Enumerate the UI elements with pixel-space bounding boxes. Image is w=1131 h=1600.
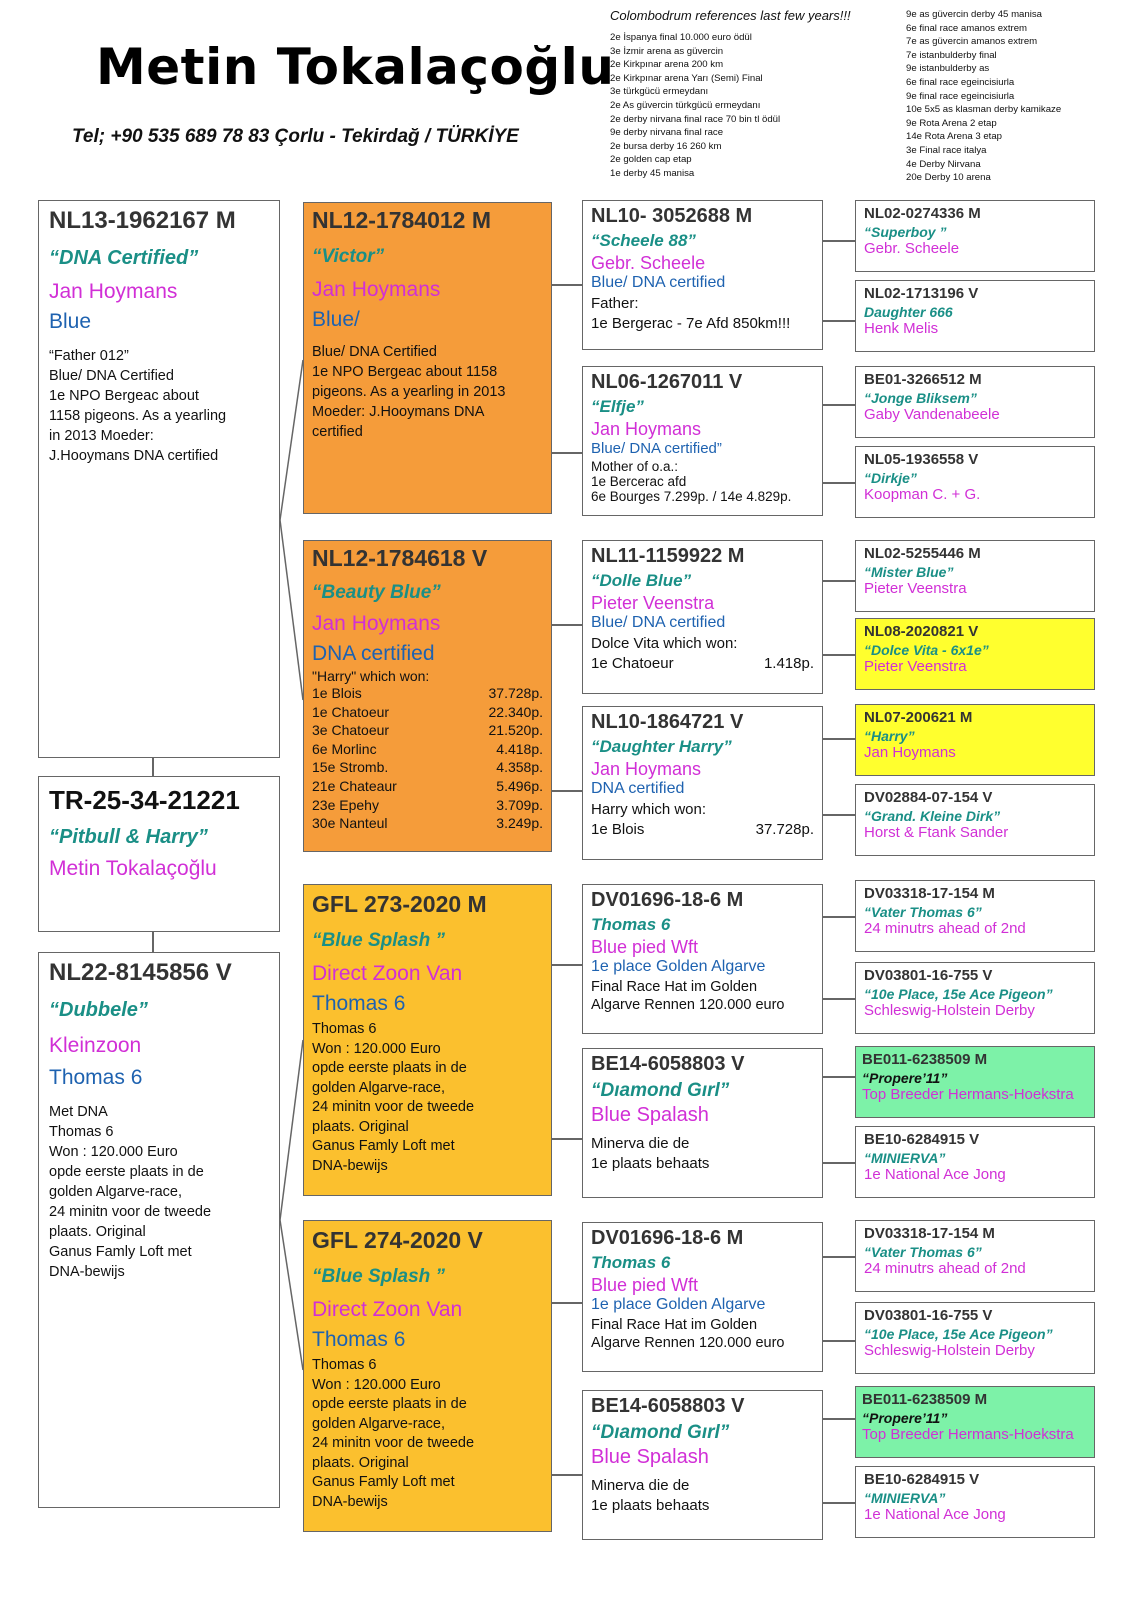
breeder: Koopman C. + G. [864, 486, 981, 503]
breeder: Blue Spalash [591, 1104, 709, 1126]
pigeon-name: “Grand. Kleine Dirk” [864, 808, 1001, 824]
result-row [312, 684, 543, 703]
gen4-card [855, 784, 1095, 856]
result-row [312, 740, 543, 759]
note-line: Minerva die de [591, 1135, 690, 1152]
result-race: 6e Morlinc [312, 740, 377, 757]
reference-item: 2e Kirkpınar arena Yarı (Semi) Final [610, 72, 763, 84]
result-count: 37.728p. [755, 821, 814, 838]
note-line: golden Algarve-race, [312, 1415, 445, 1432]
breeder: Pieter Veenstra [864, 658, 967, 675]
reference-item: 2e As güvercin türkgücü ermeydanı [610, 99, 761, 111]
breeder: Horst & Ftank Sander [864, 824, 1009, 841]
breeder: Jan Hoymans [591, 759, 702, 779]
pigeon-name: “Propere’11” [862, 1410, 948, 1426]
ring-number: NL10- 3052688 M [591, 205, 753, 227]
notes [312, 342, 551, 442]
sire-card [38, 200, 280, 758]
note-line: Ganus Famly Loft met [312, 1138, 455, 1154]
gen3-card-ddd [582, 1390, 823, 1540]
note-line: Algarve Rennen 120.000 euro [591, 997, 785, 1013]
result-count: 4.418p. [496, 740, 543, 757]
pigeon-name: “Dirkje” [864, 470, 917, 486]
pigeon-name: “DNA Certified” [49, 247, 199, 269]
note-line: pigeons. As a yearling in 2013 [312, 384, 506, 400]
gen4-card [855, 280, 1095, 352]
pigeon-name: “MINIERVA” [864, 1490, 946, 1506]
owner: Metin Tokalaçoğlu [49, 857, 217, 880]
note-line: Final Race Hat im Golden [591, 1317, 758, 1333]
pigeon-name: “Dubbele” [49, 999, 148, 1021]
pigeon-name: “Daughter Harry” [591, 737, 732, 756]
result-race: 1e Chatoeur [591, 655, 674, 672]
result-count: 21.520p. [488, 722, 543, 739]
reference-item: 3e türkgücü ermeydanı [610, 86, 709, 98]
color-text: DNA certified [591, 780, 685, 797]
reference-item: 7e istanbulderby final [906, 49, 997, 61]
color-text: Blue [49, 310, 92, 333]
reference-item: 20e Derby 10 arena [906, 172, 991, 184]
sire-sire-card [303, 202, 552, 514]
reference-item: 7e as güvercin amanos extrem [906, 36, 1038, 48]
breeder: 24 minutrs ahead of 2nd [864, 920, 1026, 937]
pigeon-name: Daughter 666 [864, 304, 953, 320]
reference-item: 6e final race amanos extrem [906, 22, 1028, 34]
ring-number: BE01-3266512 M [864, 371, 982, 388]
reference-item: 3e Final race italya [906, 144, 987, 156]
pigeon-name: “Vater Thomas 6” [864, 1244, 982, 1260]
note-line: Thomas 6 [49, 1124, 114, 1140]
gen4-card [855, 540, 1095, 612]
dam-dam-card [303, 1220, 552, 1532]
breeder: Blue Spalash [591, 1446, 709, 1468]
ring-number: NL12-1784012 M [312, 207, 491, 233]
gen3-card-sss [582, 200, 823, 350]
reference-item: 2e derby nirvana final race 70 bin tl ödül [610, 113, 781, 125]
color-text: 1e place Golden Algarve [591, 1296, 766, 1313]
note-line: opde eerste plaats in de [49, 1164, 204, 1180]
result-race: 3e Chatoeur [312, 722, 390, 739]
note-line: 1e plaats behaats [591, 1497, 710, 1514]
ring-number: NL22-8145856 V [49, 959, 232, 986]
color-text: 1e place Golden Algarve [591, 958, 766, 975]
breeder: Schleswig-Holstein Derby [864, 1002, 1035, 1019]
pigeon-name: “Dıamond Gırl” [591, 1422, 730, 1443]
breeder: Pieter Veenstra [591, 593, 715, 613]
gen4-card [855, 618, 1095, 690]
result-count: 37.728p. [488, 685, 543, 701]
ring-number: NL11-1159922 M [591, 545, 745, 567]
pigeon-name: “Scheele 88” [591, 231, 696, 250]
ring-number: BE10-6284915 V [864, 1131, 980, 1148]
gen4-card [855, 1386, 1095, 1458]
result-count: 4.358p. [496, 759, 543, 776]
note-line: Minerva die de [591, 1477, 690, 1494]
result-row [312, 758, 543, 777]
note-line: Father: [591, 295, 639, 312]
result-race: 30e Nanteul [312, 815, 388, 832]
breeder: 24 minutrs ahead of 2nd [864, 1260, 1026, 1277]
note-line: 1e Bercerac afd [591, 474, 687, 489]
note-line: DNA-bewijs [49, 1264, 125, 1280]
breeder: Pieter Veenstra [864, 580, 967, 597]
gen3-card-ssd [582, 366, 823, 516]
color-text: Blue/ [312, 308, 360, 331]
note-line: 1e Bergerac - 7e Afd 850km!!! [591, 315, 791, 332]
gen4-card [855, 880, 1095, 952]
gen4-card [855, 446, 1095, 518]
subject-card [38, 776, 280, 932]
gen3-card-dss [582, 884, 823, 1034]
pigeon-name: “Blue Splash ” [312, 930, 446, 951]
pigeon-name: “Dolce Vita - 6x1e” [864, 642, 989, 658]
result-count: 5.496p. [496, 777, 543, 794]
ring-number: DV02884-07-154 V [864, 789, 993, 806]
breeder: Henk Melis [864, 320, 939, 337]
breeder: Jan Hoymans [591, 419, 702, 439]
notes [49, 346, 279, 466]
color-text: Blue/ DNA certified [591, 614, 726, 631]
color-text: Blue/ DNA certified [591, 274, 726, 291]
result-row [312, 703, 543, 722]
gen3-card-sdd [582, 706, 823, 860]
reference-item: 3e İzmir arena as güvercin [610, 45, 724, 57]
ring-number: BE011-6238509 M [862, 1051, 988, 1068]
ring-number: NL07-200621 M [864, 709, 973, 726]
note-line: 6e Bourges 7.299p. / 14e 4.829p. [591, 489, 792, 504]
reference-item: 6e final race egeincisiurla [906, 76, 1015, 88]
result-race: 1e Blois [312, 685, 362, 701]
note-line: plaats. Original [312, 1454, 409, 1471]
pigeon-name: “Harry” [864, 728, 915, 744]
note-line: 1e NPO Bergeac about [49, 388, 199, 404]
gen3-card-sds [582, 540, 823, 694]
gen4-card [855, 704, 1095, 776]
result-race: 23e Epehy [312, 796, 379, 813]
note-line: DNA-bewijs [312, 1157, 388, 1174]
pigeon-name: “Pitbull & Harry” [49, 826, 208, 848]
note-line: Won : 120.000 Euro [312, 1376, 441, 1393]
reference-item: 4e Derby Nirvana [906, 158, 981, 170]
reference-item: 9e as güvercin derby 45 manisa [906, 9, 1042, 20]
result-race: 1e Blois [591, 821, 645, 838]
reference-item: 1e derby 45 manisa [610, 167, 695, 179]
breeder: Direct Zoon Van [312, 962, 463, 985]
breeder: Blue pied Wft [591, 937, 699, 957]
gen4-card [855, 1302, 1095, 1374]
color-text: DNA certified [312, 642, 435, 665]
pigeon-name: “Beauty Blue” [312, 582, 441, 603]
color-text: Blue/ DNA certified” [591, 440, 722, 457]
telephone-line: Tel; +90 535 689 78 83 Çorlu - Tekirdağ / TÜRKİYE [72, 126, 519, 147]
note-line: Moeder: J.Hooymans DNA [312, 404, 485, 420]
reference-item: 2e bursa derby 16 260 km [610, 140, 722, 152]
notes [312, 1020, 551, 1176]
note-line: 1158 pigeons. As a yearling [49, 408, 227, 424]
gen4-card [855, 200, 1095, 272]
ring-number: NL08-2020821 V [864, 623, 979, 640]
pigeon-name: “Dolle Blue” [591, 571, 692, 590]
note-line: Met DNA [49, 1104, 108, 1120]
breeder: Schleswig-Holstein Derby [864, 1342, 1035, 1359]
ring-number: TR-25-34-21221 [49, 785, 240, 815]
ring-number: DV03801-16-755 V [864, 1307, 993, 1324]
note-line: Thomas 6 [312, 1357, 377, 1373]
note-line: plaats. Original [312, 1118, 409, 1135]
note-line: Blue/ DNA Certified [49, 368, 174, 384]
color-text: Thomas 6 [312, 992, 406, 1015]
ring-number: NL13-1962167 M [49, 207, 236, 234]
ring-number: DV03801-16-755 V [864, 967, 993, 984]
ring-number: BE10-6284915 V [864, 1471, 980, 1488]
note-line: Thomas 6 [312, 1021, 377, 1037]
breeder: 1e National Ace Jong [864, 1506, 1006, 1523]
result-count: 22.340p. [488, 703, 543, 720]
reference-item: 9e derby nirvana final race [610, 127, 724, 139]
gen4-card [855, 962, 1095, 1034]
pigeon-name: “MINIERVA” [864, 1150, 946, 1166]
gen3-card-dds [582, 1222, 823, 1372]
note-line: DNA-bewijs [312, 1493, 388, 1510]
reference-item: 2e golden cap etap [610, 154, 692, 166]
note-line: 1e plaats behaats [591, 1155, 710, 1172]
result-row [312, 721, 543, 740]
breeder: Blue pied Wft [591, 1275, 699, 1295]
note-line: Won : 120.000 Euro [49, 1144, 178, 1160]
pigeon-name: “Mister Blue” [864, 564, 954, 580]
pigeon-name: “Vater Thomas 6” [864, 904, 982, 920]
pigeon-name: “Jonge Bliksem” [864, 390, 977, 406]
ring-number: NL02-5255446 M [864, 545, 981, 562]
result-race: 21e Chateaur [312, 777, 397, 794]
ring-number: NL10-1864721 V [591, 711, 744, 733]
note-line: Harry which won: [591, 801, 707, 818]
result-row [591, 821, 814, 838]
notes [312, 1356, 551, 1512]
breeder: 1e National Ace Jong [864, 1166, 1006, 1183]
pigeon-name: “10e Place, 15e Ace Pigeon” [864, 1326, 1053, 1342]
gen3-card-dsd [582, 1048, 823, 1198]
result-race: 15e Stromb. [312, 759, 389, 776]
breeder: Top Breeder Hermans-Hoekstra [862, 1426, 1074, 1443]
results-list [312, 684, 543, 833]
gen4-card [855, 1220, 1095, 1292]
reference-item: 2e Kirkpınar arena 200 km [610, 59, 724, 71]
breeder: Gaby Vandenabeele [864, 406, 1000, 423]
sire-dam-card [303, 540, 552, 852]
pigeon-name: “Elfje” [591, 397, 644, 416]
result-count: 1.418p. [763, 655, 814, 672]
result-count: 3.249p. [496, 815, 543, 832]
note-line: in 2013 Moeder: [49, 428, 154, 444]
ring-number: GFL 274-2020 V [312, 1227, 483, 1253]
pigeon-name: Thomas 6 [591, 915, 671, 934]
note-line: 1e NPO Bergeac about 1158 [312, 364, 498, 380]
breeder: Direct Zoon Van [312, 1298, 463, 1321]
results-intro: "Harry" which won: [312, 668, 430, 684]
pigeon-name: “Blue Splash ” [312, 1266, 446, 1287]
ring-number: BE14-6058803 V [591, 1053, 745, 1075]
pigeon-name: “Dıamond Gırl” [591, 1080, 730, 1101]
ring-number: BE011-6238509 M [862, 1391, 988, 1408]
note-line: 24 minitn voor de tweede [312, 1435, 475, 1451]
breeder-name-title: Metin Tokalaçoğlu [96, 38, 615, 96]
ring-number: DV03318-17-154 M [864, 885, 995, 902]
pigeon-name: “Victor” [312, 246, 385, 267]
ring-number: NL12-1784618 V [312, 545, 488, 571]
dam-card [38, 952, 280, 1508]
note-line: golden Algarve-race, [49, 1184, 182, 1200]
ring-number: DV03318-17-154 M [864, 1225, 995, 1242]
pigeon-name: “Superboy ” [864, 224, 947, 240]
note-line: opde eerste plaats in de [312, 1060, 467, 1076]
breeder: Gebr. Scheele [591, 253, 706, 273]
note-line: Ganus Famly Loft met [312, 1474, 455, 1490]
pigeon-name: “10e Place, 15e Ace Pigeon” [864, 986, 1053, 1002]
color-text: Thomas 6 [49, 1066, 143, 1089]
references-title: Colombodrum references last few years!!! [610, 8, 851, 23]
breeder: Jan Hoymans [864, 744, 956, 761]
note-line: J.Hooymans DNA certified [49, 448, 219, 464]
note-line: Mother of o.a.: [591, 459, 679, 474]
note-line: Blue/ DNA Certified [312, 344, 437, 360]
ring-number: NL06-1267011 V [591, 371, 743, 393]
reference-item: 14e Rota Arena 3 etap [906, 131, 1003, 143]
result-row [312, 814, 543, 833]
ring-number: DV01696-18-6 M [591, 1227, 744, 1249]
result-row [312, 796, 543, 815]
ring-number: GFL 273-2020 M [312, 891, 487, 917]
gen4-card [855, 366, 1095, 438]
breeder: Top Breeder Hermans-Hoekstra [862, 1086, 1074, 1103]
ring-number: BE14-6058803 V [591, 1395, 745, 1417]
reference-item: 2e İspanya final 10.000 euro ödül [610, 32, 752, 43]
note-line: certified [312, 424, 363, 440]
ring-number: NL02-0274336 M [864, 205, 981, 222]
result-row [591, 655, 814, 672]
breeder: Kleinzoon [49, 1034, 142, 1057]
pigeon-name: “Propere’11” [862, 1070, 948, 1086]
result-count: 3.709p. [496, 796, 543, 813]
breeder: Jan Hoymans [49, 280, 178, 303]
result-race: 1e Chatoeur [312, 703, 390, 720]
note-line: 24 minitn voor de tweede [49, 1204, 212, 1220]
ring-number: DV01696-18-6 M [591, 889, 744, 911]
note-line: 24 minitn voor de tweede [312, 1099, 475, 1115]
reference-item: 9e istanbulderby as [906, 63, 990, 75]
note-line: “Father 012” [49, 348, 129, 364]
reference-item: 10e 5x5 as klasman derby kamikaze [906, 104, 1062, 116]
note-line: Algarve Rennen 120.000 euro [591, 1335, 785, 1351]
ring-number: NL02-1713196 V [864, 285, 979, 302]
breeder: Jan Hoymans [312, 278, 441, 301]
note-line: Won : 120.000 Euro [312, 1040, 441, 1057]
note-line: Dolce Vita which won: [591, 635, 738, 652]
breeder: Gebr. Scheele [864, 240, 960, 257]
reference-item: 9e final race egeincisiurla [906, 90, 1015, 102]
pigeon-name: Thomas 6 [591, 1253, 671, 1272]
note-line: plaats. Original [49, 1224, 146, 1240]
gen4-card [855, 1126, 1095, 1198]
color-text: Thomas 6 [312, 1328, 406, 1351]
gen4-card [855, 1466, 1095, 1538]
note-line: Final Race Hat im Golden [591, 979, 758, 995]
notes [49, 1102, 279, 1282]
gen4-card [855, 1046, 1095, 1118]
reference-item: 9e Rota Arena 2 etap [906, 117, 997, 129]
breeder: Jan Hoymans [312, 612, 441, 635]
note-line: Ganus Famly Loft met [49, 1244, 192, 1260]
dam-sire-card [303, 884, 552, 1196]
note-line: opde eerste plaats in de [312, 1396, 467, 1412]
ring-number: NL05-1936558 V [864, 451, 979, 468]
note-line: golden Algarve-race, [312, 1079, 445, 1096]
result-row [312, 777, 543, 796]
